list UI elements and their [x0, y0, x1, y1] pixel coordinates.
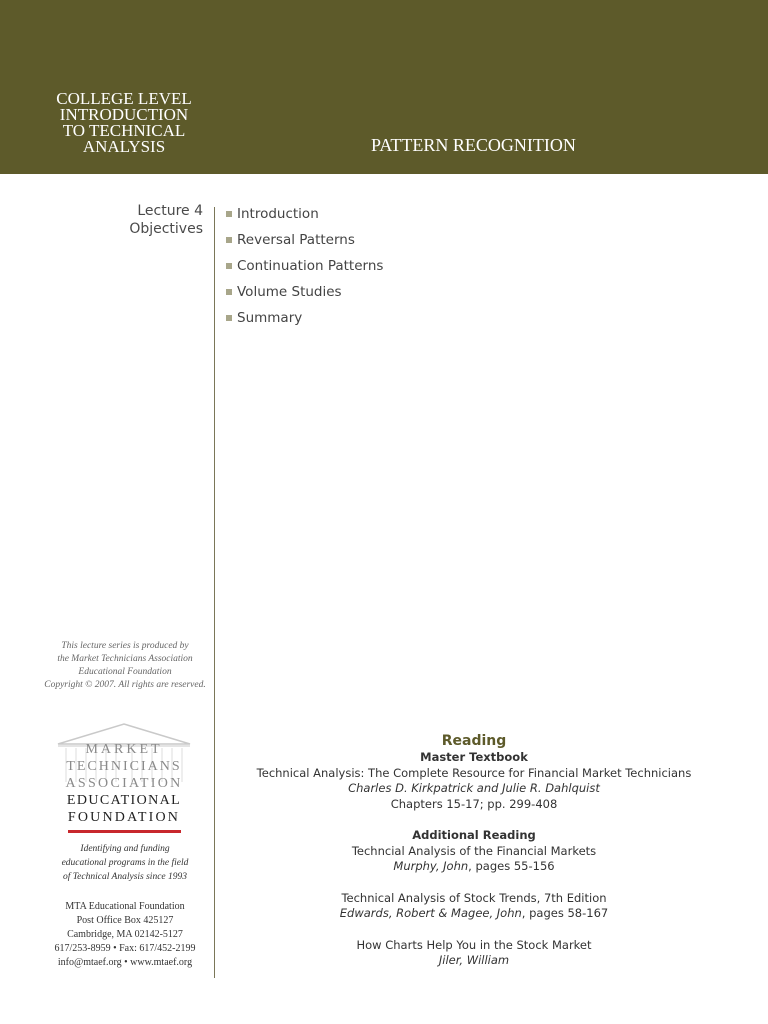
mta-foundation-logo	[54, 722, 194, 840]
spacer	[234, 875, 714, 891]
production-note	[40, 640, 210, 692]
additional-reading-author-line	[234, 859, 714, 875]
course-title-line: TO TECHNICAL	[62, 121, 186, 140]
course-title-line: INTRODUCTION	[59, 105, 189, 124]
logo-text: TECHNICIANS	[66, 759, 182, 774]
column-divider	[214, 207, 215, 978]
lecture-number: Lecture 4	[137, 203, 203, 219]
spacer	[234, 812, 714, 828]
objective-item	[226, 279, 383, 305]
additional-reading-author: Jiler, William	[438, 953, 510, 967]
objective-item	[226, 201, 383, 227]
objective-item	[226, 253, 383, 279]
contact-line: 617/253-8959 • Fax: 617/452-2199	[54, 943, 196, 954]
objective-text: Continuation Patterns	[237, 258, 384, 274]
copyright-line: Copyright © 2007. All rights are reserved.	[44, 680, 206, 690]
reading-section	[234, 732, 714, 969]
contact-line: info@mtaef.org • www.mtaef.org	[57, 957, 193, 968]
objective-item	[226, 305, 383, 331]
logo-text: MARKET	[85, 742, 163, 757]
master-textbook-title: Technical Analysis: The Complete Resource for Financial Market Technicians	[256, 765, 692, 780]
lecture-label	[40, 202, 203, 238]
master-textbook-authors: Charles D. Kirkpatrick and Julie R. Dahlquist	[348, 781, 600, 795]
objective-text: Volume Studies	[237, 284, 342, 300]
additional-reading-author: Murphy, John	[393, 859, 469, 873]
objective-text: Summary	[237, 310, 303, 326]
square-bullet-icon	[226, 237, 232, 243]
logo-text: ASSOCIATION	[65, 776, 183, 791]
objective-text: Reversal Patterns	[237, 232, 355, 248]
additional-reading-title: Techncial Analysis of the Financial Markets	[351, 843, 597, 858]
objectives-list	[226, 201, 383, 331]
foundation-tagline	[40, 842, 210, 884]
course-title	[40, 91, 208, 155]
spacer	[234, 922, 714, 938]
contact-line: MTA Educational Foundation	[65, 901, 185, 912]
additional-reading-pages: , pages 58-167	[521, 906, 609, 920]
square-bullet-icon	[226, 263, 232, 269]
header-banner	[0, 0, 768, 174]
objective-item	[226, 227, 383, 253]
additional-reading-pages: , pages 55-156	[468, 859, 555, 873]
objective-text: Introduction	[237, 206, 319, 222]
lecture-title: PATTERN RECOGNITION	[371, 135, 576, 155]
contact-block	[40, 900, 210, 970]
production-note-line: Educational Foundation	[78, 667, 172, 677]
master-textbook-label: Master Textbook	[420, 750, 528, 764]
additional-reading-author-line	[234, 906, 714, 922]
reading-heading: Reading	[441, 733, 507, 749]
tagline-line: educational programs in the field	[61, 858, 189, 868]
additional-reading-title: How Charts Help You in the Stock Market	[356, 937, 592, 952]
square-bullet-icon	[226, 289, 232, 295]
logo-text: EDUCATIONAL	[66, 793, 182, 808]
tagline-line: Identifying and funding	[80, 844, 170, 854]
production-note-line: This lecture series is produced by	[61, 641, 189, 651]
course-title-line: COLLEGE LEVEL	[56, 89, 192, 108]
additional-reading-label: Additional Reading	[412, 828, 536, 842]
course-title-line: ANALYSIS	[82, 137, 166, 156]
tagline-line: of Technical Analysis since 1993	[62, 872, 188, 882]
contact-line: Cambridge, MA 02142-5127	[67, 929, 183, 940]
square-bullet-icon	[226, 211, 232, 217]
objectives-label: Objectives	[129, 221, 203, 237]
square-bullet-icon	[226, 315, 232, 321]
logo-red-rule	[68, 830, 181, 833]
logo-text: FOUNDATION	[67, 810, 181, 825]
additional-reading-author: Edwards, Robert & Magee, John	[339, 906, 522, 920]
contact-line: Post Office Box 425127	[76, 915, 174, 926]
master-textbook-chapters: Chapters 15-17; pp. 299-408	[390, 796, 558, 811]
production-note-line: the Market Technicians Association	[57, 654, 193, 664]
additional-reading-title: Technical Analysis of Stock Trends, 7th Edition	[341, 890, 607, 905]
